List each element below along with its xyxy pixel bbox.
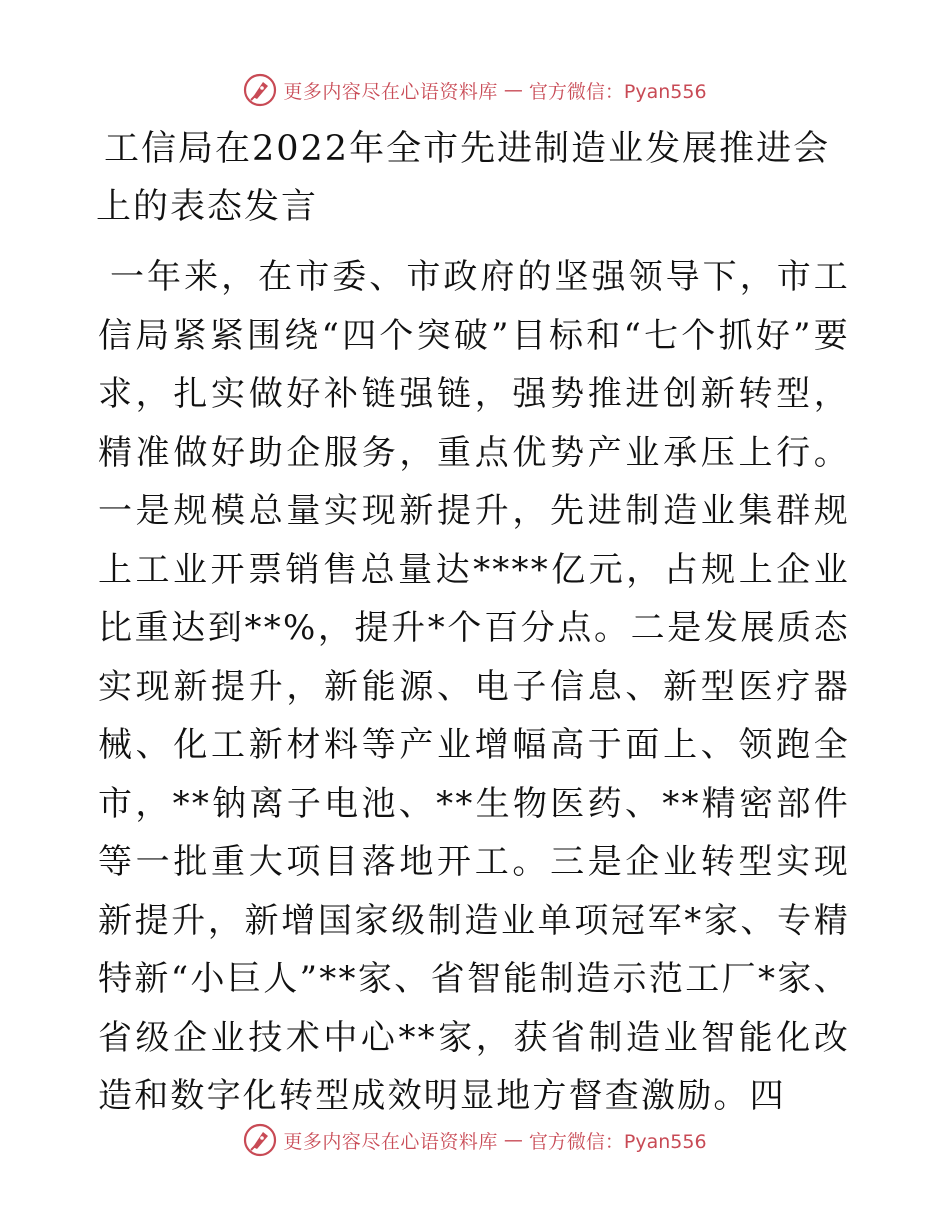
watermark-text: 更多内容尽在心语资料库: [283, 80, 498, 103]
header-watermark: [0, 70, 950, 110]
watermark-separator: —: [503, 1129, 523, 1151]
watermark-text: 更多内容尽在心语资料库: [283, 1130, 498, 1153]
pen-nib-logo-icon: [243, 1123, 277, 1157]
watermark-separator: —: [503, 79, 523, 101]
watermark-wechat: 官方微信：Pyan556: [528, 80, 707, 103]
document-title: 工信局在2022年全市先进制造业发展推进会上的表态发言: [96, 129, 831, 227]
body-paragraph: 一年来，在市委、市政府的坚强领导下，市工信局紧紧围绕“四个突破”目标和“七个抓好”要求，扎实做好补链强链，强势推进创新转型，精准做好助企服务，重点优势产业承压上行。一是规模总量实现新提升，先进制造业集群规上工业开票销售总量达****亿元，占规上企业比重达到**%，提升*个百分点。二是发展质态实现新提升，新能源、电子信息、新型医疗器械、化工新材料等产业增幅高于面上、领跑全市，**钠离子电池、**生物医药、**精密部件等一批重大项目落地开工。三是企业转型实现新提升，新增国家级制造业单项冠军*家、专精特新“小巨人”**家、省智能制造示范工厂*家、省级企业技术中心**家，获省制造业智能化改造和数字化转型成效明显地方督查激励。四: [98, 257, 850, 1116]
watermark-wechat: 官方微信：Pyan556: [528, 1130, 707, 1153]
pen-nib-logo-icon: [243, 73, 277, 107]
footer-watermark: [0, 1120, 950, 1160]
